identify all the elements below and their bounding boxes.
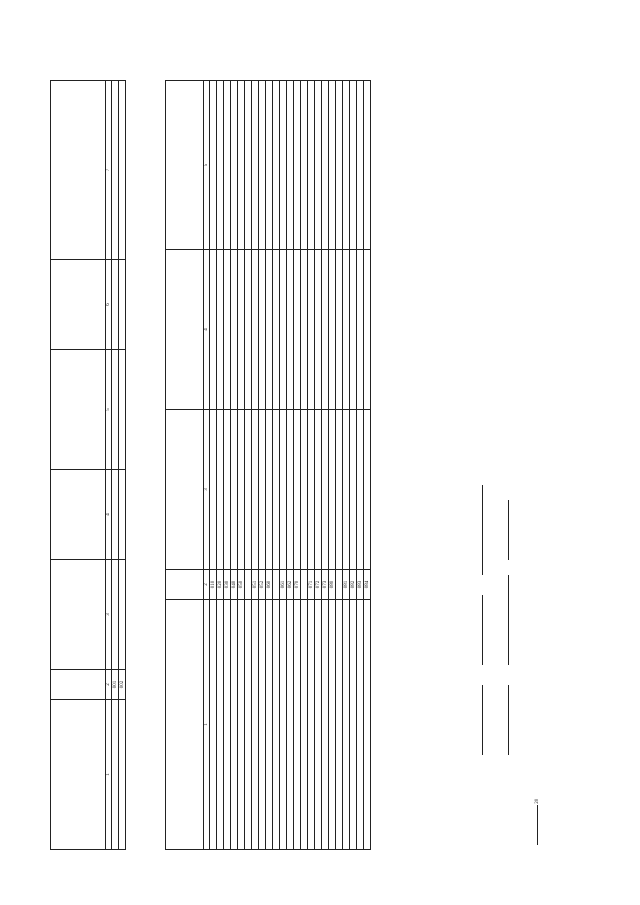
s14-row: [252, 81, 259, 850]
s14-cell: [315, 410, 322, 570]
s14-row-code: [273, 570, 280, 600]
s14-cell: [252, 410, 259, 570]
s13-h4: [51, 470, 106, 560]
s14-cell: [329, 410, 336, 570]
section14-table: [165, 80, 371, 850]
s14-cell: [315, 250, 322, 410]
s14-cell: [210, 410, 217, 570]
s14-row: [217, 81, 224, 850]
s14-cell: [336, 250, 343, 410]
s14-row-code: 073: [322, 570, 329, 600]
s14-row: [322, 81, 329, 850]
s14-row-code: 080: [329, 570, 336, 600]
s14-cell: [343, 250, 350, 410]
s14-cell: [322, 81, 329, 250]
s14-cell: [217, 410, 224, 570]
s14-row-label: [287, 600, 294, 850]
s14-cell: [315, 81, 322, 250]
s14-row-code: 081: [343, 570, 350, 600]
s14-cell: [308, 81, 315, 250]
s14-row: [259, 81, 266, 850]
s14-cell: [322, 410, 329, 570]
sign-line: [508, 575, 509, 665]
s14-row: [287, 81, 294, 850]
s14-cell: [217, 81, 224, 250]
s14-cell: [217, 250, 224, 410]
s14-row-code: 083: [357, 570, 364, 600]
s13-h2: [51, 670, 106, 700]
s14-row-label: [301, 600, 308, 850]
s14-row-label: [259, 600, 266, 850]
s14-colnum: 3: [204, 410, 210, 570]
s14-row: [238, 81, 245, 850]
s14-cell: [364, 250, 371, 410]
s14-cell: [350, 250, 357, 410]
s14-row-label: [273, 600, 280, 850]
s13-cell: [119, 560, 126, 670]
s13-cell: [119, 470, 126, 560]
s14-row-label: [329, 600, 336, 850]
s14-cell: [259, 410, 266, 570]
s14-row: [308, 81, 315, 850]
s14-cell: [357, 410, 364, 570]
s14-h1: [166, 600, 204, 850]
s14-row-label: [252, 600, 259, 850]
s14-cell: [301, 81, 308, 250]
s14-row: [210, 81, 217, 850]
s14-row: [329, 81, 336, 850]
s14-row-label: [322, 600, 329, 850]
s14-cell: [294, 410, 301, 570]
s14-cell: [329, 81, 336, 250]
s14-row-code: 052: [259, 570, 266, 600]
section13-table: [50, 80, 126, 850]
s14-cell: [364, 81, 371, 250]
s14-row: [224, 81, 231, 850]
s14-row-label: [217, 600, 224, 850]
s14-row-code: [336, 570, 343, 600]
s14-cell: [224, 250, 231, 410]
sign-line: [482, 485, 483, 575]
s13-cell: [119, 350, 126, 470]
s14-cell: [238, 410, 245, 570]
s13-cell: [112, 260, 119, 350]
s14-cell: [266, 81, 273, 250]
s14-cell: [252, 81, 259, 250]
s14-cell: [343, 81, 350, 250]
s13-row-code: 001: [112, 670, 119, 700]
s14-colnum: 5: [204, 81, 210, 250]
s13-h1: [51, 700, 106, 850]
s14-row-label: [308, 600, 315, 850]
s14-cell: [245, 410, 252, 570]
s14-cell: [343, 410, 350, 570]
s14-h2: [166, 570, 204, 600]
s14-row: [357, 81, 364, 850]
s14-cell: [266, 250, 273, 410]
s14-cell: [252, 250, 259, 410]
s14-row: [336, 81, 343, 850]
s14-cell: [210, 250, 217, 410]
s14-row-label: [231, 600, 238, 850]
s14-row-label: [364, 600, 371, 850]
s14-row: [280, 81, 287, 850]
s13-colnum: 7: [106, 81, 112, 260]
s13-cell: [112, 81, 119, 260]
s14-cell: [294, 250, 301, 410]
s14-cell: [357, 250, 364, 410]
s14-row-code: 020: [217, 570, 224, 600]
s13-cell: [112, 470, 119, 560]
s14-row-code: 030: [224, 570, 231, 600]
s13-h6: [51, 260, 106, 350]
s14-row-label: [238, 600, 245, 850]
s14-row-label: [280, 600, 287, 850]
s13-cell: [112, 700, 119, 850]
s14-row-code: 060: [266, 570, 273, 600]
sign-line: [508, 500, 509, 560]
s13-cell: [112, 350, 119, 470]
s14-row-code: 061: [280, 570, 287, 600]
s14-row: [301, 81, 308, 850]
s14-h4: [166, 250, 204, 410]
s14-row-code: 010: [210, 570, 217, 600]
s14-cell: [301, 410, 308, 570]
s14-row-code: [245, 570, 252, 600]
s14-cell: [364, 410, 371, 570]
s13-cell: [119, 700, 126, 850]
sign-line: [482, 685, 483, 755]
s14-cell: [266, 410, 273, 570]
s14-cell: [336, 410, 343, 570]
s14-row: [343, 81, 350, 850]
s14-cell: [245, 81, 252, 250]
s14-row-code: 082: [350, 570, 357, 600]
s14-row-label: [357, 600, 364, 850]
s14-colnum: 4: [204, 250, 210, 410]
s14-row-code: 040: [231, 570, 238, 600]
s14-h3: [166, 410, 204, 570]
s14-cell: [287, 81, 294, 250]
date-blank: [537, 805, 538, 845]
s14-row: [294, 81, 301, 850]
s14-cell: [329, 250, 336, 410]
s14-row-label: [350, 600, 357, 850]
s14-cell: [273, 410, 280, 570]
s14-cell: [280, 81, 287, 250]
s14-body: [210, 81, 371, 850]
s14-cell: [350, 81, 357, 250]
s14-row: [231, 81, 238, 850]
s13-h3: [51, 560, 106, 670]
s13-colnum: 4: [106, 470, 112, 560]
s14-cell: [336, 81, 343, 250]
s14-row: [273, 81, 280, 850]
s13-colnum: 6: [106, 260, 112, 350]
s14-cell: [350, 410, 357, 570]
s14-cell: [322, 250, 329, 410]
s14-row-label: [245, 600, 252, 850]
s14-cell: [301, 250, 308, 410]
s14-row-label: [224, 600, 231, 850]
s14-row-label: [294, 600, 301, 850]
s14-cell: [357, 81, 364, 250]
sign-line: [482, 595, 483, 665]
s14-row-code: 070: [294, 570, 301, 600]
s14-row-code: 071: [308, 570, 315, 600]
s14-cell: [287, 250, 294, 410]
s14-cell: [273, 81, 280, 250]
s13-cell: [119, 81, 126, 260]
s14-cell: [231, 81, 238, 250]
s14-row-code: [301, 570, 308, 600]
s14-row-code: 084: [364, 570, 371, 600]
date-year: 20: [535, 798, 540, 804]
s13-colnum: 2: [106, 670, 112, 700]
s14-h5: [166, 81, 204, 250]
s13-cell: [119, 260, 126, 350]
s14-row-label: [336, 600, 343, 850]
s14-cell: [224, 81, 231, 250]
s14-cell: [238, 250, 245, 410]
s13-colnum: 5: [106, 350, 112, 470]
s14-cell: [231, 250, 238, 410]
s13-row-code: 002: [119, 670, 126, 700]
s14-row: [315, 81, 322, 850]
s14-row-code: 051: [252, 570, 259, 600]
sign-line: [508, 685, 509, 755]
s14-row-label: [343, 600, 350, 850]
s14-cell: [238, 81, 245, 250]
s14-cell: [224, 410, 231, 570]
s13-colnum: 3: [106, 560, 112, 670]
s14-row: [245, 81, 252, 850]
s14-cell: [273, 250, 280, 410]
s13-cell: [112, 560, 119, 670]
s14-cell: [294, 81, 301, 250]
s14-colnum: 2: [204, 570, 210, 600]
s14-row-label: [210, 600, 217, 850]
s13-h7: [51, 81, 106, 260]
s14-cell: [231, 410, 238, 570]
s14-cell: [210, 81, 217, 250]
s14-cell: [245, 250, 252, 410]
s14-cell: [259, 81, 266, 250]
s14-cell: [259, 250, 266, 410]
s14-row: [266, 81, 273, 850]
s14-cell: [308, 250, 315, 410]
s14-cell: [280, 410, 287, 570]
s14-row-code: 072: [315, 570, 322, 600]
s14-row: [350, 81, 357, 850]
s14-row-code: 062: [287, 570, 294, 600]
s14-row-label: [315, 600, 322, 850]
s13-colnum: 1: [106, 700, 112, 850]
date-line: [535, 799, 540, 845]
s14-colnum: 1: [204, 600, 210, 850]
s13-h5: [51, 350, 106, 470]
s14-row-code: 050: [238, 570, 245, 600]
s14-cell: [280, 250, 287, 410]
s14-cell: [308, 410, 315, 570]
s14-row-label: [266, 600, 273, 850]
s14-row: [364, 81, 371, 850]
s14-cell: [287, 410, 294, 570]
